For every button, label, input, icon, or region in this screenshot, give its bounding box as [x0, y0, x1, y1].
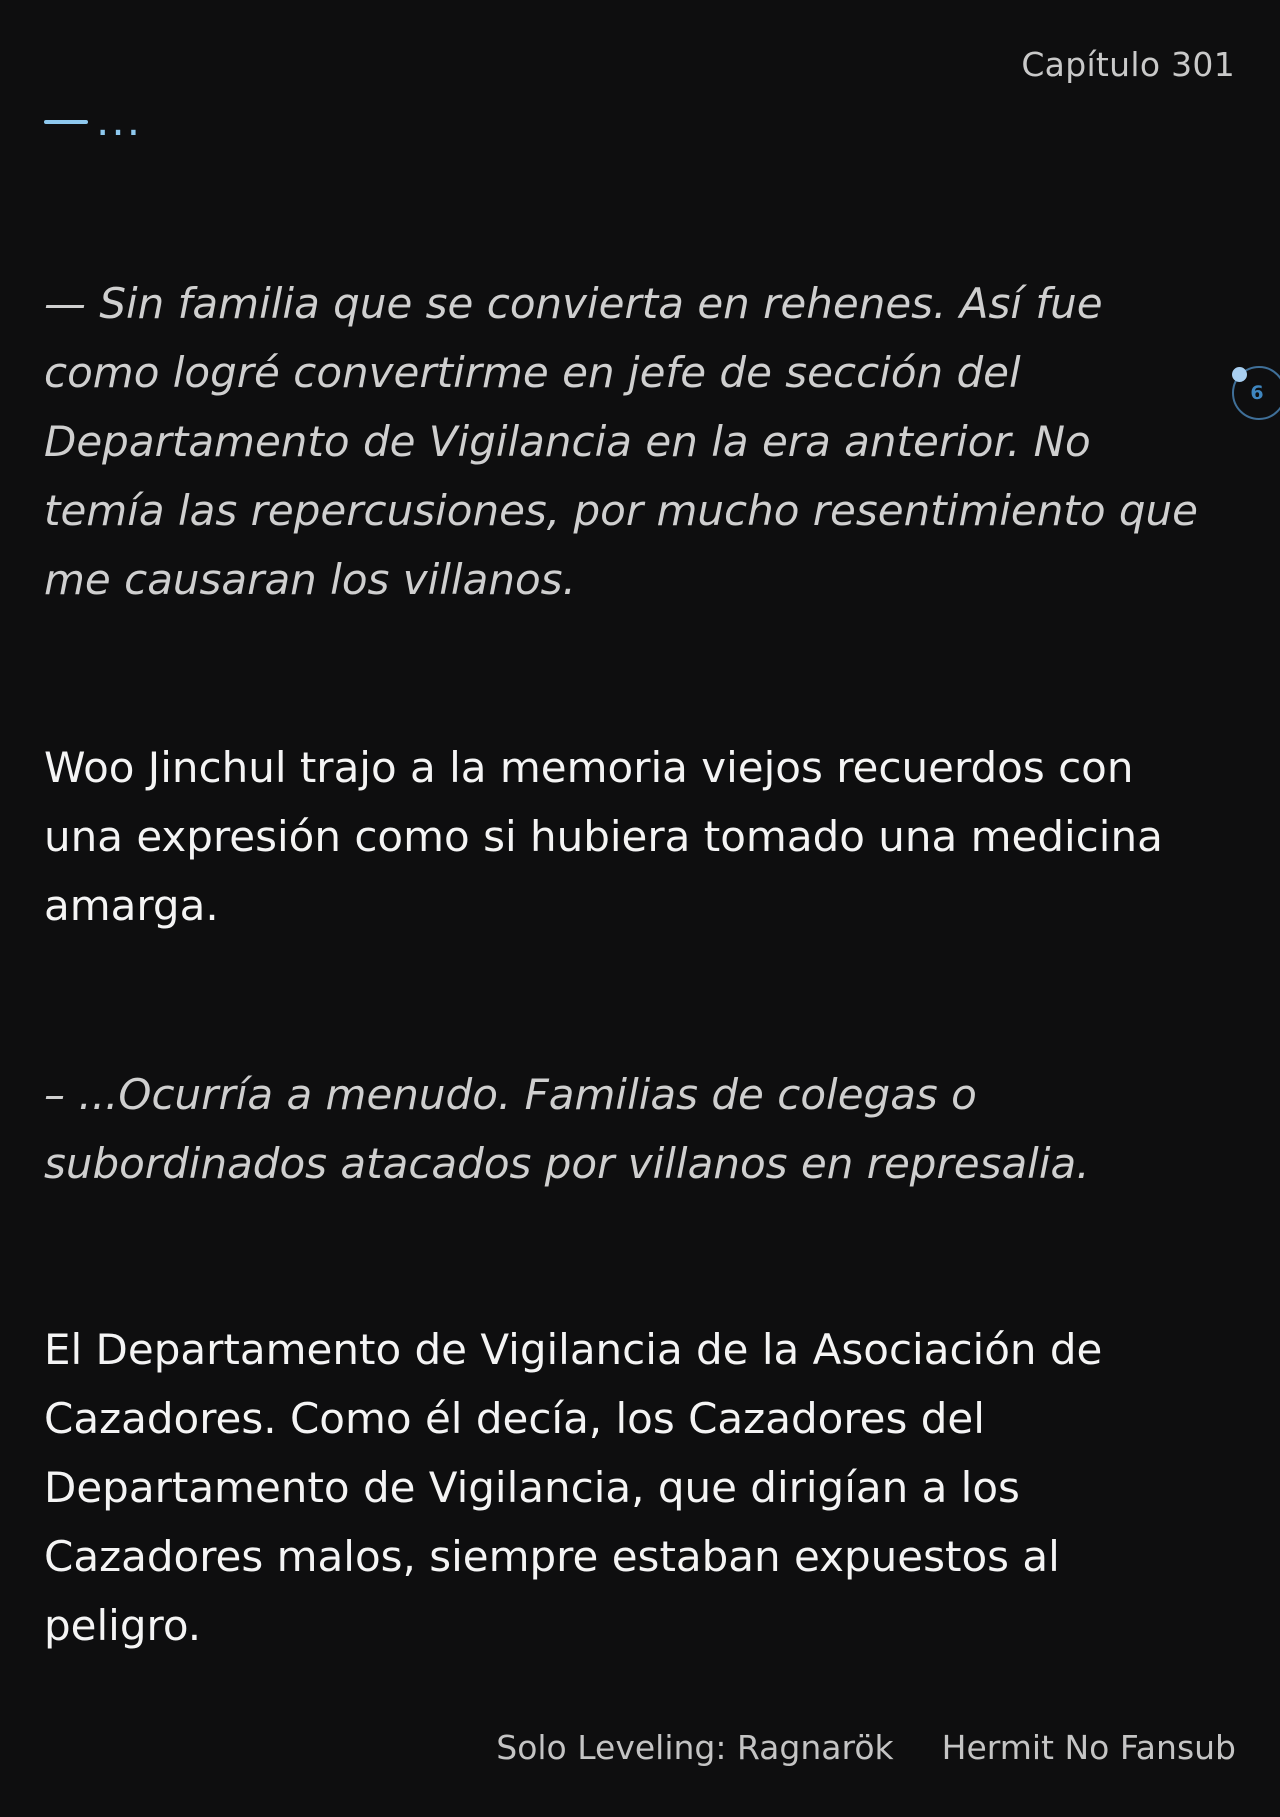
page-indicator-number: 6: [1250, 382, 1264, 404]
opening-line: [44, 96, 142, 146]
footer-translator: Hermit No Fansub: [941, 1728, 1236, 1767]
chapter-title: Capítulo 301: [1021, 45, 1235, 84]
footer-novel-title: Solo Leveling: Ragnarök: [496, 1728, 894, 1767]
opening-ellipsis: ...: [96, 96, 143, 145]
paragraph-dialogue-1: — Sin familia que se convierta en rehenes. Así fue como logré convertirme en jefe de sección del Departamento de Vigilancia en la era anterior. No temía las repercusiones, por mucho resentimiento que me causaran los villanos.: [44, 279, 1199, 604]
paragraph-narration-2: El Departamento de Vigilancia de la Asociación de Cazadores. Como él decía, los Cazadores del Departamento de Vigilancia, que dirigían a los Cazadores malos, siempre estaban expuestos al peligro.: [44, 1325, 1103, 1650]
paragraph-narration-1: Woo Jinchul trajo a la memoria viejos recuerdos con una expresión como si hubiera tomado una medicina amarga.: [44, 743, 1163, 930]
footer: [496, 1728, 1236, 1767]
dash-mark: [44, 120, 88, 124]
page-indicator-dot: [1232, 367, 1247, 382]
paragraph-dialogue-2: – ...Ocurría a menudo. Familias de colegas o subordinados atacados por villanos en represalia.: [44, 1070, 1090, 1188]
